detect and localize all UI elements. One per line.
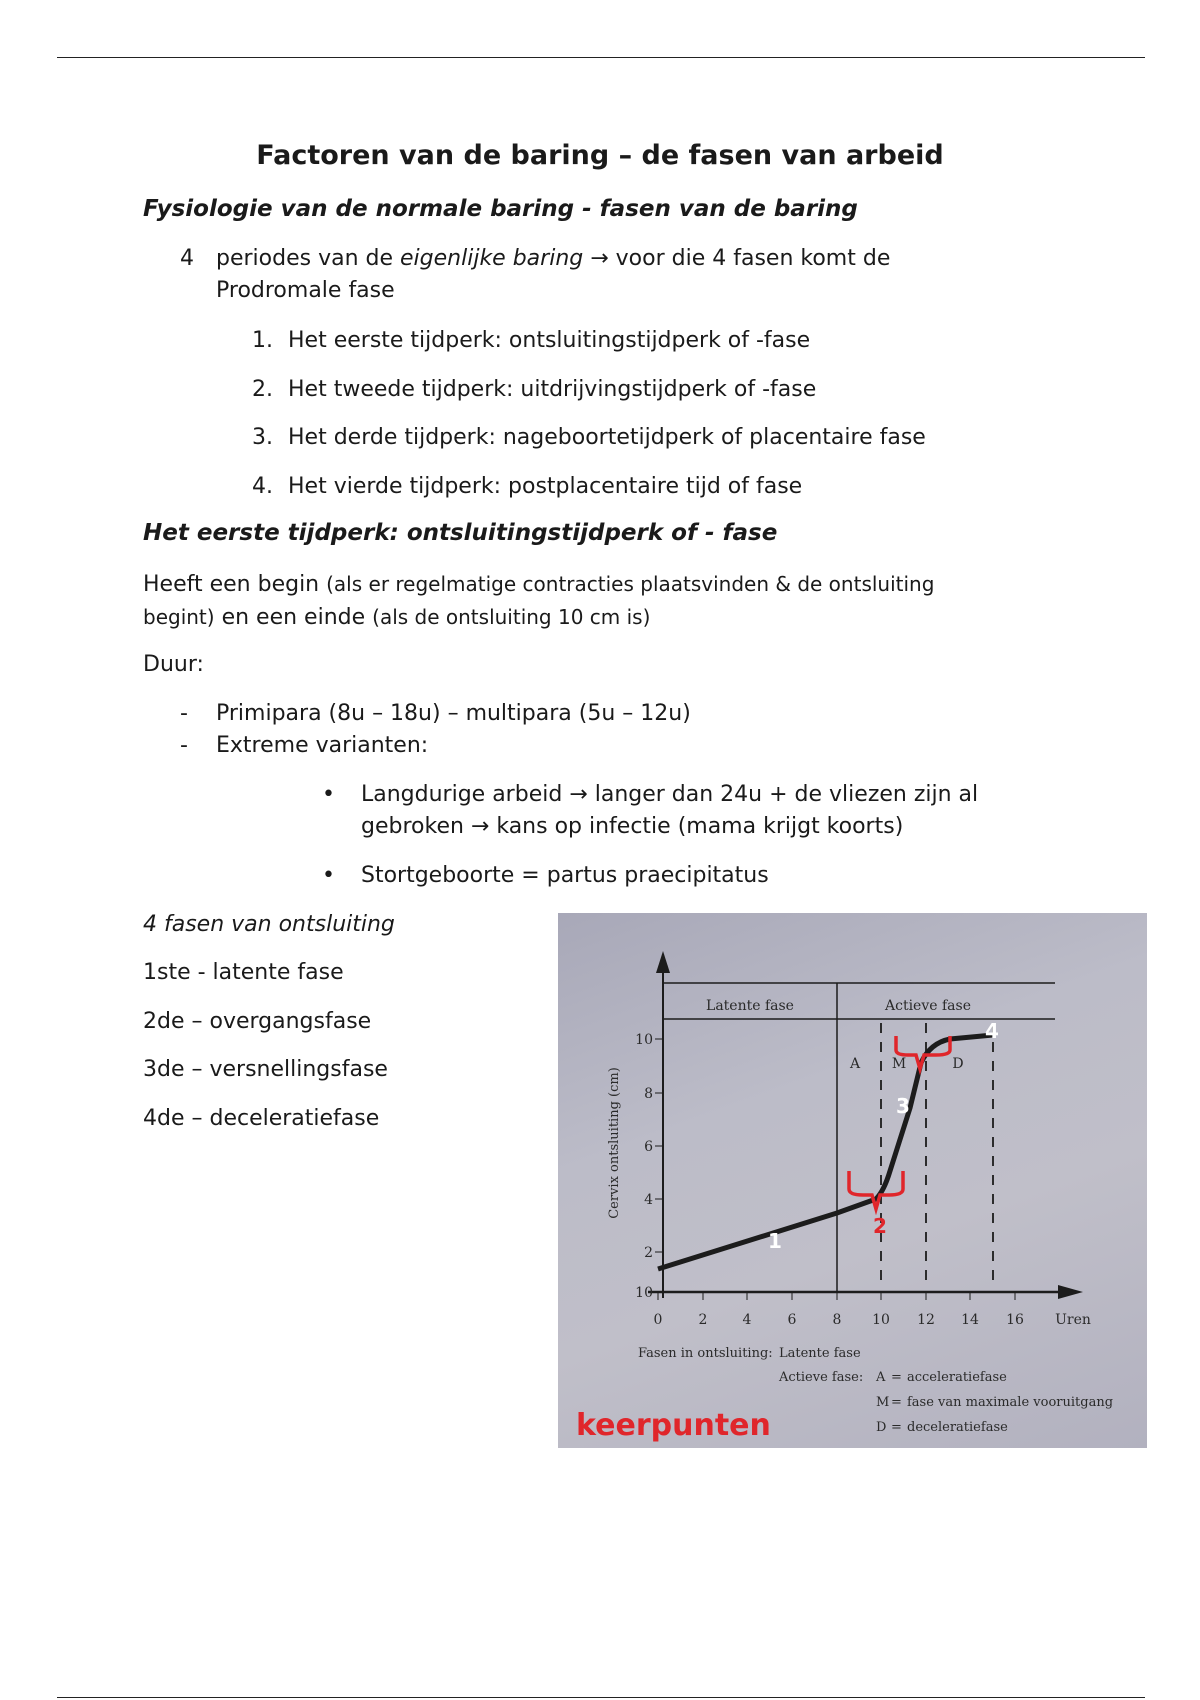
- legend-latent: Latente fase: [779, 1346, 861, 1361]
- phases-heading: 4 fasen van ontsluiting: [143, 912, 395, 937]
- duration-label: Duur:: [143, 652, 204, 677]
- legend-value: deceleratiefase: [907, 1420, 1008, 1435]
- x-tick-label: 2: [698, 1312, 708, 1328]
- marker-m-label: M: [891, 1056, 907, 1072]
- intro-italic: eigenlijke baring: [400, 246, 584, 271]
- dash-bullet: -: [180, 733, 188, 758]
- section-heading-physiology: Fysiologie van de normale baring - fasen van de baring: [143, 196, 858, 222]
- phase-item: 1ste - latente fase: [143, 960, 344, 985]
- phase-item: 4de – deceleratiefase: [143, 1106, 380, 1131]
- legend-key: M: [876, 1395, 890, 1410]
- chart-texts: [607, 998, 1113, 1435]
- marker-4: 4: [985, 1019, 999, 1043]
- x-tick-label: 12: [917, 1312, 935, 1328]
- y-tick-label: 10: [635, 1032, 653, 1048]
- dash-item: Extreme varianten:: [216, 733, 429, 758]
- list-item: Het derde tijdperk: nageboortetijdperk of placentaire fase: [288, 425, 926, 450]
- y-tick-label: 6: [644, 1139, 653, 1155]
- bullet-item: Stortgeboorte = partus praecipitatus: [361, 863, 769, 888]
- x-axis-arrow: [1058, 1285, 1083, 1299]
- intro-text: periodes van de eigenlijke baring → voor die 4 fasen komt de Prodromale fase: [216, 246, 891, 303]
- y-tick-label: 2: [644, 1245, 653, 1261]
- watermark-logo: keerpunten: [576, 1408, 771, 1443]
- list-item-number: 4.: [252, 474, 273, 499]
- list-item: Het eerste tijdperk: ontsluitingstijdperk of -fase: [288, 328, 811, 353]
- x-tick-label: 16: [1006, 1312, 1024, 1328]
- labor-curve-figure: [558, 913, 1147, 1448]
- phase-item: 2de – overgangsfase: [143, 1009, 372, 1034]
- dash-bullet: -: [180, 701, 188, 726]
- y-tick-label: 4: [644, 1192, 653, 1208]
- marker-d-label: D: [952, 1056, 964, 1072]
- bottom-rule: [57, 1697, 1145, 1698]
- legend-label: Fasen in ontsluiting:: [638, 1346, 773, 1361]
- curve-markers: [768, 1019, 999, 1253]
- band-label-latent: Latente fase: [706, 998, 794, 1014]
- y-axis-label: Cervix ontsluiting (cm): [607, 1067, 622, 1219]
- intro-number: 4: [180, 246, 194, 271]
- begin-end-paragraph: Heeft een begin (als er regelmatige contracties plaatsvinden & de ontsluiting begint) en een einde (als de ontsluiting 10 cm is): [143, 572, 935, 630]
- marker-1: 1: [768, 1229, 782, 1253]
- y-axis-arrow: [656, 951, 670, 973]
- list-item: Het tweede tijdperk: uitdrijvingstijdperk of -fase: [288, 377, 817, 402]
- band-label-active: Actieve fase: [885, 998, 971, 1014]
- list-item: Het vierde tijdperk: postplacentaire tijd of fase: [288, 474, 803, 499]
- y-tick-label: 10: [635, 1285, 653, 1301]
- dilation-curve: [658, 1035, 993, 1269]
- legend-key: D: [876, 1420, 887, 1435]
- legend-value: fase van maximale vooruitgang: [907, 1395, 1114, 1410]
- bullet-item: Langdurige arbeid → langer dan 24u + de vliezen zijn al gebroken → kans op infectie (mama krijgt koorts): [361, 782, 979, 839]
- svg-text:=: =: [891, 1420, 902, 1435]
- legend-active: Actieve fase:: [779, 1370, 864, 1385]
- x-tick-label: 6: [787, 1312, 797, 1328]
- marker-a-label: A: [849, 1056, 861, 1072]
- list-item-number: 1.: [252, 328, 273, 353]
- section-heading-first-period: Het eerste tijdperk: ontsluitingstijdperk of - fase: [143, 520, 778, 546]
- x-tick-label: 10: [872, 1312, 890, 1328]
- top-rule: [57, 57, 1145, 58]
- list-item-number: 2.: [252, 377, 273, 402]
- x-tick-label: 14: [961, 1312, 979, 1328]
- marker-2: 2: [873, 1214, 887, 1238]
- svg-text:=: =: [891, 1395, 902, 1410]
- legend-key: A: [876, 1370, 886, 1385]
- marker-3: 3: [896, 1094, 910, 1118]
- list-item-number: 3.: [252, 425, 273, 450]
- x-axis-unit: Uren: [1055, 1312, 1091, 1328]
- svg-text:=: =: [891, 1370, 902, 1385]
- page-title: Factoren van de baring – de fasen van arbeid: [256, 140, 944, 171]
- legend-value: acceleratiefase: [907, 1370, 1007, 1385]
- phase-item: 3de – versnellingsfase: [143, 1057, 388, 1082]
- dash-item: Primipara (8u – 18u) – multipara (5u – 12u): [216, 701, 691, 726]
- bullet-dot: •: [322, 863, 335, 888]
- x-tick-label: 8: [832, 1312, 842, 1328]
- y-tick-label: 8: [644, 1086, 653, 1102]
- x-tick-label: 0: [653, 1312, 663, 1328]
- labor-curve-svg: [558, 913, 1147, 1448]
- bullet-dot: •: [322, 782, 335, 807]
- x-tick-label: 4: [742, 1312, 752, 1328]
